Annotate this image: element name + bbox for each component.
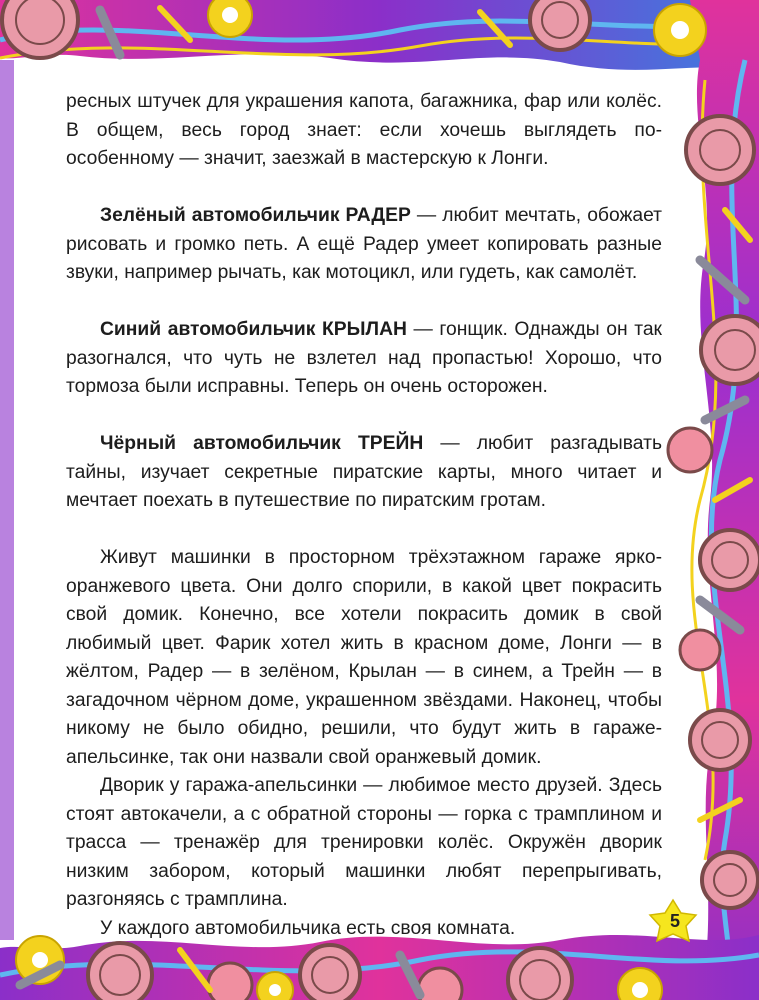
body-text <box>66 88 662 943</box>
page-number: 5 <box>669 911 680 931</box>
paragraph-rader: Зелёный автомобильчик РАДЕР — любит мечтать, обожает рисовать и громко петь. А ещё Радер умеет копировать разные звуки, например рычать, как мотоцикл, или гудеть, как самолёт. <box>66 205 663 283</box>
paragraph-rooms: У каждого автомобильчика есть своя комната. <box>100 917 516 939</box>
character-name-rader: Зелёный автомобильчик РАДЕР <box>100 205 411 226</box>
character-name-krylan: Синий автомобильчик КРЫЛАН <box>100 319 407 340</box>
paragraph-treyn: Чёрный автомобильчик ТРЕЙН — любит разгадывать тайны, изучает секретные пиратские карты, много читает и мечтает поехать в путешествие по пиратским гротам. <box>66 433 662 511</box>
paragraph-krylan: Синий автомобильчик КРЫЛАН — гонщик. Однажды он так разогнался, что чуть не взлетел над пропастью! Хорошо, что тормоза были исправны. Теперь он очень осторожен. <box>66 319 662 397</box>
paragraph-1: ресных штучек для украшения капота, багажника, фар или колёс. В общем, весь город знает: если хочешь выглядеть по-особенному — значит, заезжай в мастерскую к Лонги. <box>66 91 662 169</box>
paragraph-yard: Дворик у гаража-апельсинки — любимое место друзей. Здесь стоят автокачели, а с обратной стороны — горка с трамплином и трасса — тренажёр для тренировки колёс. Окружён дворик низким забором, который машинки любят перепрыгивать, разгоняясь с трамплина. <box>66 775 662 910</box>
character-name-treyn: Чёрный автомобильчик ТРЕЙН <box>100 433 424 454</box>
paragraph-garage: Живут машинки в просторном трёхэтажном гараже ярко-оранжевого цвета. Они долго спорили, в какой цвет покрасить свой домик. Конечно, все хотели покрасить домик в свой любимый цвет. Фарик хотел жить в красном доме, Лонги — в жёлтом, Радер — в зелёном, Крылан — в синем, а Трейн — в загадочном чёрном доме, украшенном звёздами. Наконец, чтобы никому не было обидно, решили, что будут жить в гараже-апельсинке, так они назвали свой оранжевый домик. <box>66 547 662 768</box>
